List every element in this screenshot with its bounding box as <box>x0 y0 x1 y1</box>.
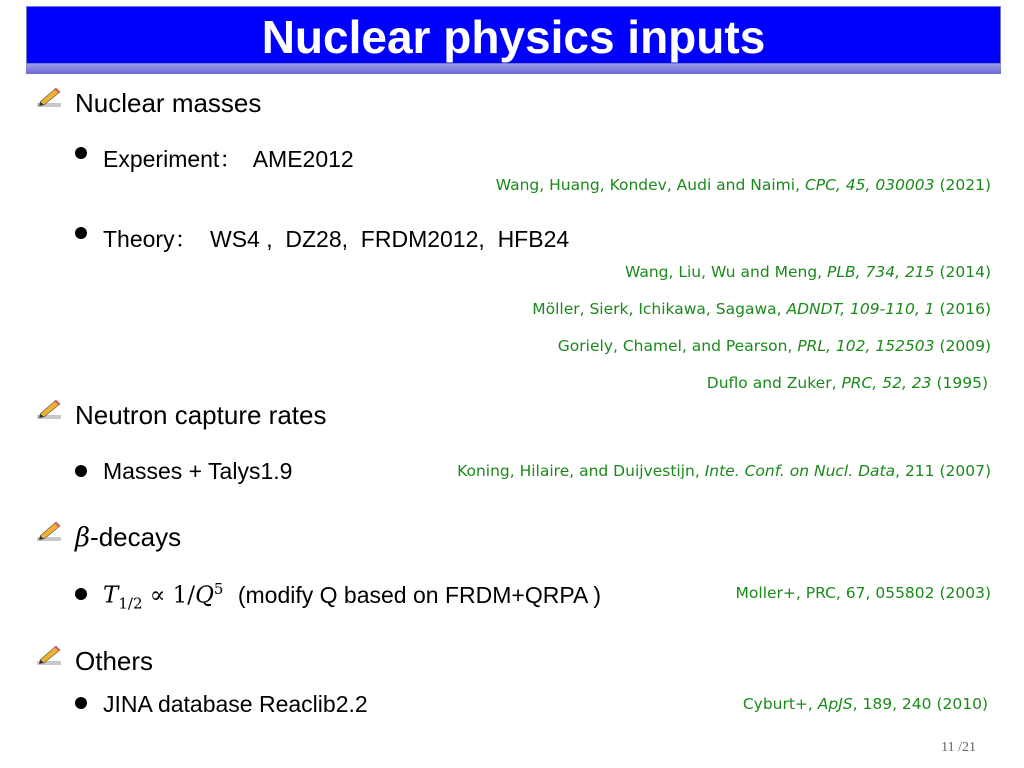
theory-reference <box>707 374 988 392</box>
pencil-icon <box>36 398 62 420</box>
ref-year: (1995) <box>931 374 988 392</box>
theory-reference <box>558 337 991 355</box>
ref-year: (2016) <box>934 300 991 318</box>
beta-reference: Moller+, PRC, 67, 055802 (2003) <box>735 584 991 602</box>
section-heading-neutron-capture: Neutron capture rates <box>75 400 327 430</box>
theory-reference <box>532 300 991 318</box>
theory-label: Theory： <box>103 226 198 252</box>
pencil-icon <box>36 520 62 542</box>
section-heading-nuclear-masses: Nuclear masses <box>75 88 262 118</box>
formula-Q: Q <box>195 582 214 609</box>
ref-authors: Wang, Huang, Kondev, Audi and Naimi, <box>495 176 805 194</box>
ref-authors: Goriely, Chamel, and Pearson, <box>557 337 798 355</box>
ref-authors: Möller, Sierk, Ichikawa, Sagawa, <box>532 300 787 318</box>
section-heading-others: Others <box>75 646 154 676</box>
ref-authors: Cyburt+, <box>742 695 818 713</box>
bullet-dot <box>75 697 87 709</box>
formula-T: T <box>103 582 119 609</box>
ref-authors: Duflo and Zuker, <box>706 374 842 392</box>
experiment-value: AME2012 <box>252 146 354 172</box>
ref-year: (2021) <box>934 176 991 194</box>
ref-authors: Wang, Liu, Wu and Meng, <box>625 263 828 281</box>
pencil-icon <box>36 644 62 666</box>
section-heading-beta-decays <box>75 522 181 553</box>
slide-title: Nuclear physics inputs <box>261 11 766 63</box>
experiment-label: Experiment： <box>103 146 243 172</box>
experiment-reference <box>496 176 991 194</box>
others-reference <box>743 695 988 713</box>
bullet-dot <box>75 588 87 600</box>
ref-journal: Inte. Conf. on Nucl. Data <box>704 462 896 480</box>
title-bar <box>26 6 1001 64</box>
beta-item-text: (modify Q based on FRDM+QRPA ) <box>237 581 602 608</box>
formula-proportional: ∝ 1/ <box>142 582 196 609</box>
ref-journal: ADNDT, 109-110, 1 <box>786 300 935 318</box>
beta-item <box>103 580 601 612</box>
ref-year: , 211 (2007) <box>895 462 991 480</box>
theory-reference <box>625 263 991 281</box>
ref-journal: PRC, 52, 23 <box>841 374 932 392</box>
ref-year: (2009) <box>934 337 991 355</box>
ref-year: (2014) <box>934 263 991 281</box>
capture-reference <box>457 462 991 480</box>
bullet-dot <box>75 227 87 239</box>
theory-item <box>103 221 569 254</box>
ref-journal: CPC, 45, 030003 <box>804 176 935 194</box>
ref-journal: ApJS <box>817 695 853 713</box>
bullet-dot <box>75 147 87 159</box>
formula-Q-sup: 5 <box>213 580 224 598</box>
experiment-item <box>103 141 354 174</box>
ref-year: , 189, 240 (2010) <box>852 695 988 713</box>
bullet-dot <box>75 465 87 477</box>
ref-journal: PRL, 102, 152503 <box>797 337 935 355</box>
formula-T-sub: 1/2 <box>118 594 143 613</box>
section-heading-text: -decays <box>90 522 182 552</box>
beta-symbol: β <box>75 523 91 553</box>
page-number: 11 /21 <box>941 740 976 755</box>
ref-journal: PLB, 734, 215 <box>827 263 935 281</box>
ref-authors: Koning, Hilaire, and Duijvestijn, <box>457 462 705 480</box>
theory-value: WS4 , DZ28, FRDM2012, HFB24 <box>209 226 570 252</box>
pencil-icon <box>36 86 62 108</box>
title-bar-underline <box>26 64 1001 74</box>
capture-item: Masses + Talys1.9 <box>103 458 293 484</box>
others-item: JINA database Reaclib2.2 <box>103 691 368 717</box>
